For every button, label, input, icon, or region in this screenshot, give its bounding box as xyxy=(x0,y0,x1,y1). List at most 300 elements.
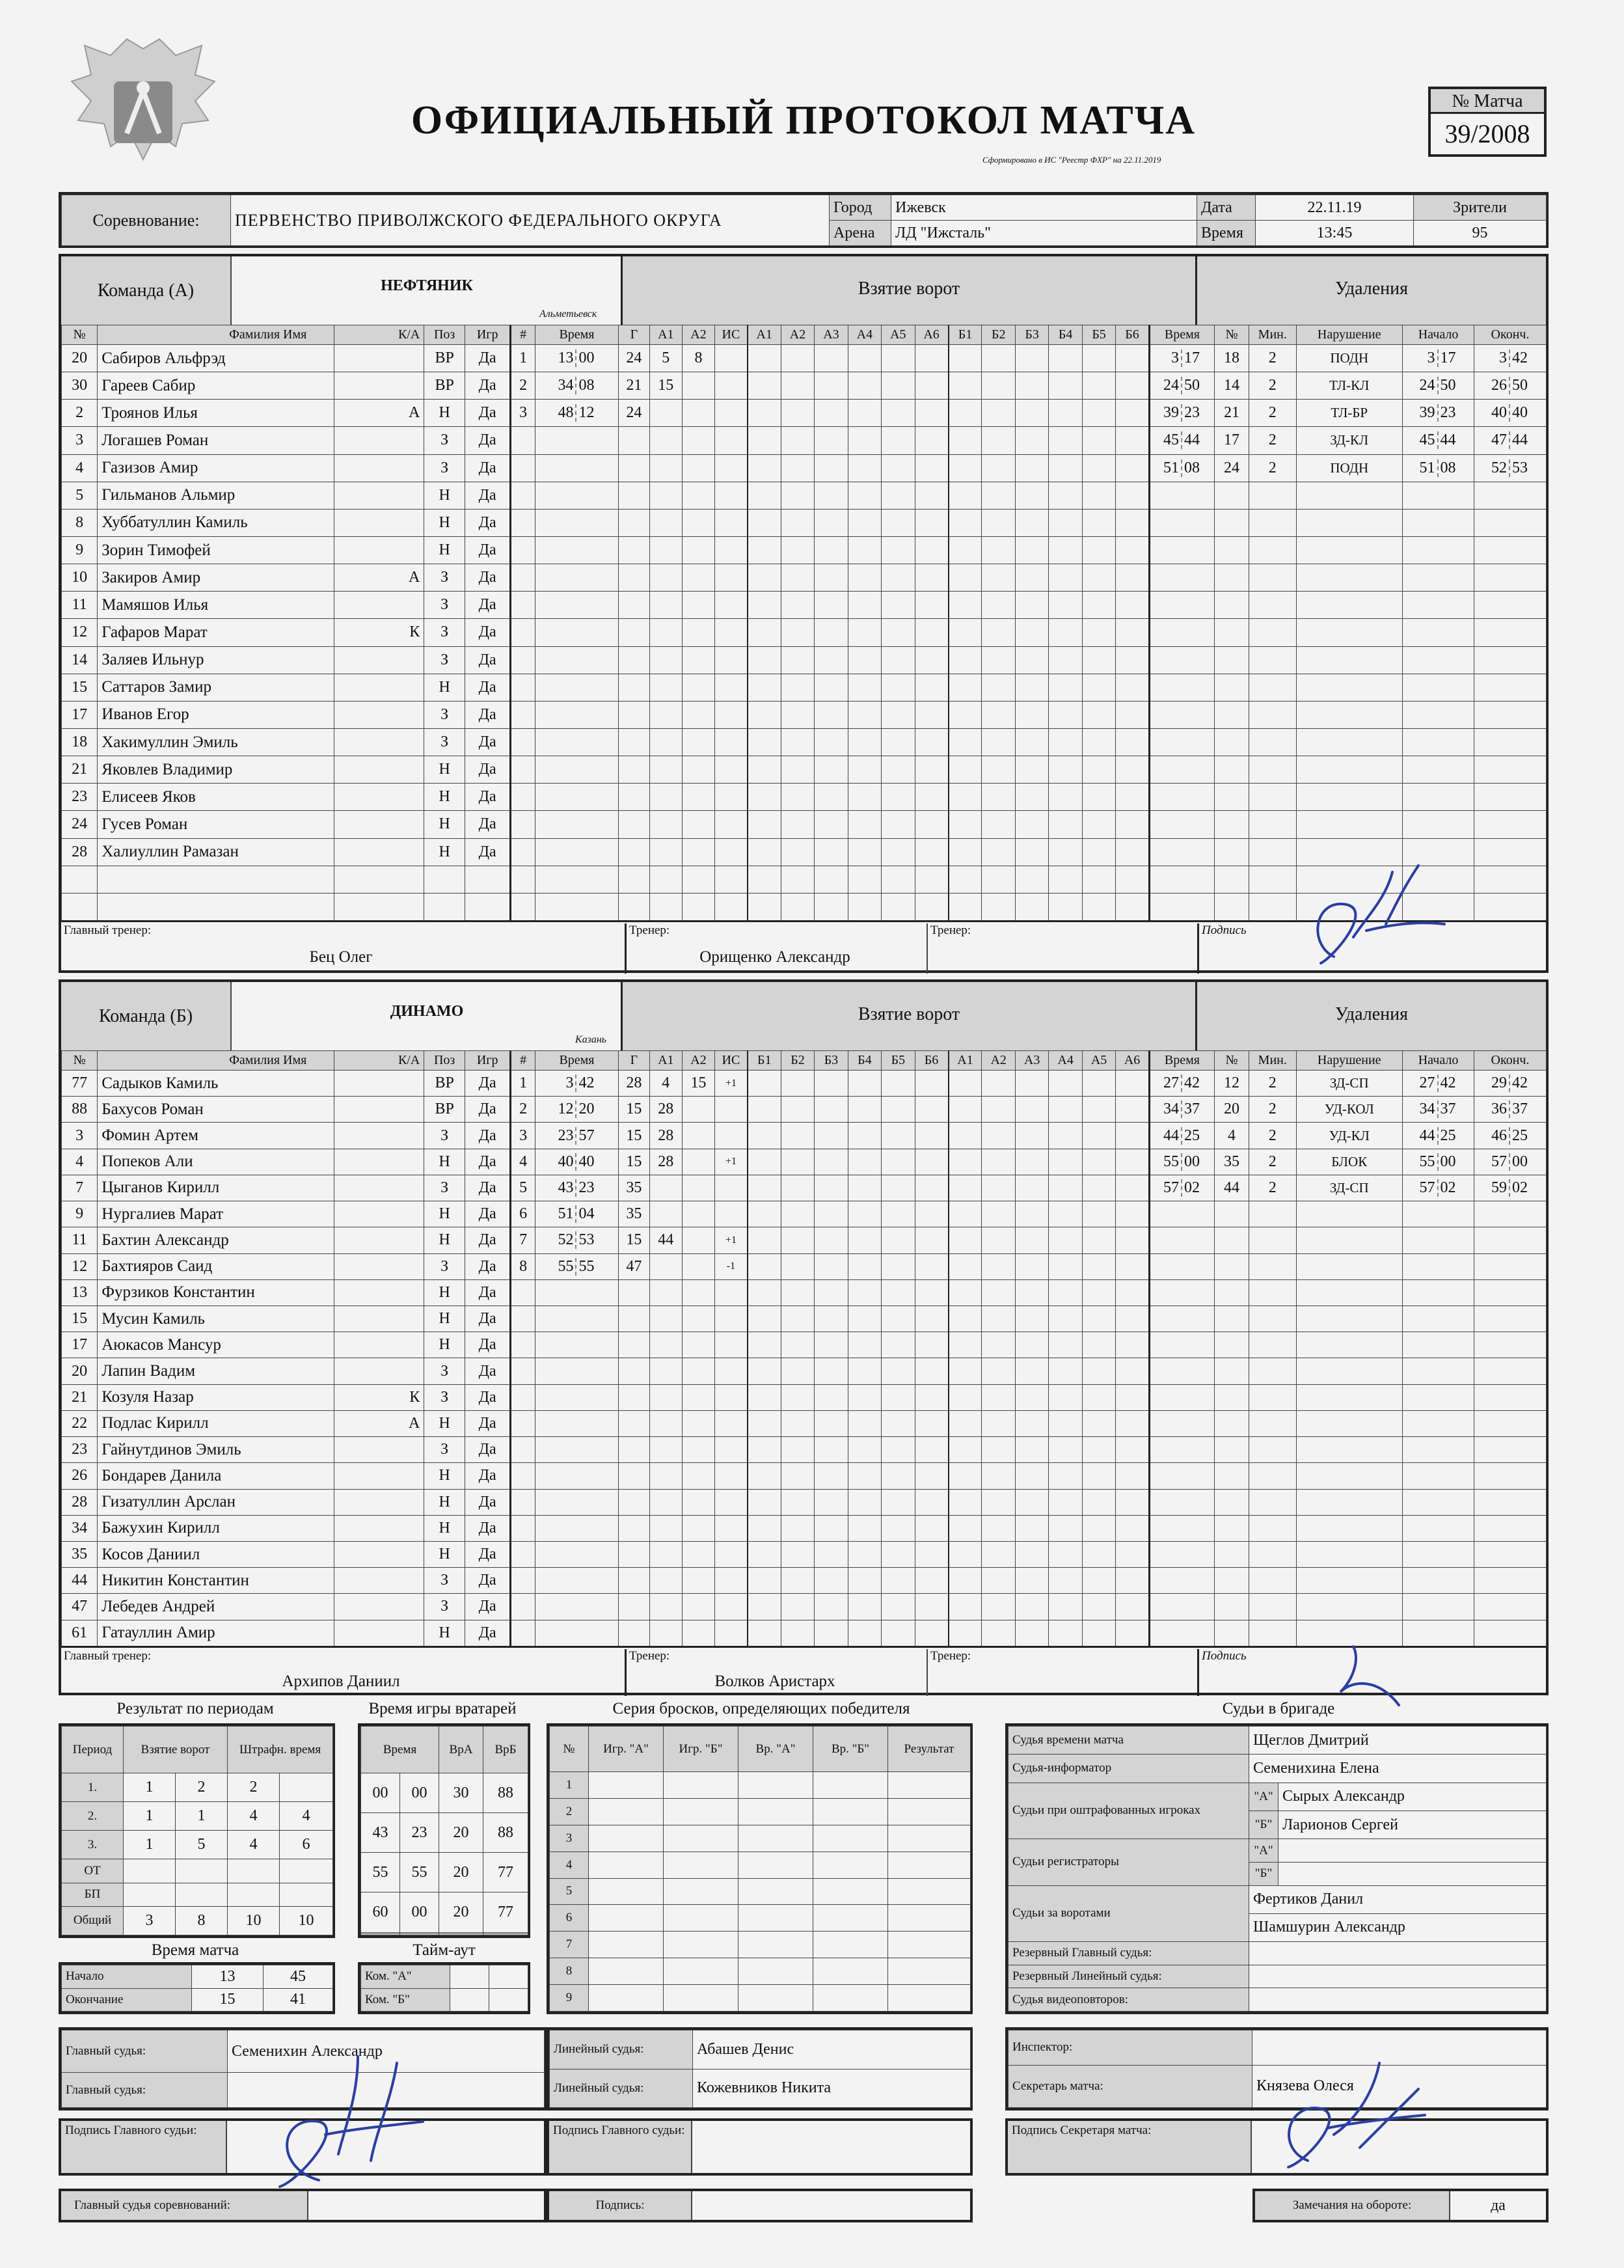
team-b-tables xyxy=(61,1050,1546,1646)
team_a-header-goal-scorer: Г xyxy=(619,325,650,345)
onice-cell xyxy=(815,1097,848,1123)
penalty-infraction xyxy=(1296,1541,1402,1567)
player-captain-mark xyxy=(334,674,424,701)
penalty-end-second: 00 xyxy=(1512,1153,1528,1170)
penalty-player: 12 xyxy=(1215,1071,1249,1097)
onice-cell xyxy=(982,1201,1015,1227)
player-played: Да xyxy=(465,1279,511,1305)
player-row xyxy=(62,564,1547,592)
shootout-row xyxy=(550,1878,971,1905)
penalty-infraction xyxy=(1296,646,1402,674)
shootout-cell xyxy=(813,1798,888,1825)
inspector-label: Инспектор: xyxy=(1008,2030,1252,2066)
goal-time xyxy=(535,1384,618,1410)
goal-number: 1 xyxy=(511,1071,535,1097)
onice-cell xyxy=(882,400,915,427)
goal-time xyxy=(535,1201,618,1227)
penalty-minutes: 2 xyxy=(1249,1097,1296,1123)
penalty-player: 20 xyxy=(1215,1097,1249,1123)
period-value: 8 xyxy=(176,1906,228,1935)
goal-scorer xyxy=(619,1305,650,1332)
goal-assist1 xyxy=(649,1332,682,1358)
team-a-coach1-label: Тренер: xyxy=(625,923,930,974)
onice-cell xyxy=(1049,536,1082,564)
penalty-player xyxy=(1215,1410,1249,1436)
goal-assist2 xyxy=(682,1410,714,1436)
secretary-name: Князева Олеся xyxy=(1252,2065,1547,2107)
penalty-time xyxy=(1149,1568,1214,1594)
onice-cell xyxy=(815,536,848,564)
player-name: Гильманов Альмир xyxy=(98,482,334,509)
onice-cell xyxy=(781,1071,814,1097)
penalty-end xyxy=(1474,1175,1546,1201)
onice-cell xyxy=(748,372,781,400)
penalty-player xyxy=(1215,482,1249,509)
onice-cell xyxy=(1116,454,1149,482)
onice-cell xyxy=(815,701,848,728)
goal-scorer xyxy=(619,728,650,756)
penalty-time xyxy=(1149,1332,1214,1358)
goal-time xyxy=(535,1149,618,1175)
period-value: 4 xyxy=(228,1802,280,1831)
goal-number xyxy=(511,701,535,728)
onice-cell xyxy=(848,646,881,674)
player-position: З xyxy=(424,592,465,619)
penalty-end xyxy=(1474,427,1546,454)
goal-situation xyxy=(715,1437,748,1463)
periods-header-pim: Штрафн. время xyxy=(228,1727,333,1773)
shootout-cell xyxy=(589,1772,664,1799)
player-name: Сабиров Альфрэд xyxy=(98,345,334,372)
onice-cell xyxy=(815,756,848,784)
goal-situation xyxy=(715,1332,748,1358)
penalty-time xyxy=(1149,1384,1214,1410)
goal-assist1 xyxy=(649,728,682,756)
onice-cell xyxy=(1082,1515,1115,1541)
player-name: Гареев Сабир xyxy=(98,372,334,400)
onice-cell xyxy=(882,564,915,592)
onice-cell xyxy=(1015,701,1048,728)
onice-cell xyxy=(781,701,814,728)
goal-situation: -1 xyxy=(715,1253,748,1279)
goalie-value: 20 xyxy=(439,1892,483,1932)
period-value xyxy=(124,1883,176,1906)
goal-assist2 xyxy=(682,1175,714,1201)
penalty-start xyxy=(1402,756,1474,784)
penalty-minutes xyxy=(1249,536,1296,564)
penalty-player xyxy=(1215,866,1249,893)
informer-label: Судья-информатор xyxy=(1008,1755,1249,1783)
onice-cell xyxy=(748,1097,781,1123)
onice-cell xyxy=(1049,1227,1082,1253)
period-value: 1 xyxy=(124,1831,176,1859)
onice-cell xyxy=(915,482,948,509)
penalty-start xyxy=(1402,1201,1474,1227)
goal-number xyxy=(511,619,535,646)
onice-cell xyxy=(1049,811,1082,838)
goal-situation xyxy=(715,893,748,920)
penalty-end xyxy=(1474,1149,1546,1175)
goal-time xyxy=(535,1568,618,1594)
onice-cell xyxy=(949,345,982,372)
shootout-cell xyxy=(888,1772,971,1799)
penalty-infraction xyxy=(1296,1515,1402,1541)
player-position: Н xyxy=(424,1463,465,1489)
player-position: Н xyxy=(424,1515,465,1541)
penalty-time xyxy=(1149,1149,1214,1175)
onice-cell xyxy=(949,1227,982,1253)
onice-cell xyxy=(982,1227,1015,1253)
period-value: 10 xyxy=(280,1906,333,1935)
player-row xyxy=(62,1384,1547,1410)
goal-scorer xyxy=(619,482,650,509)
penalty-start-second: 23 xyxy=(1440,404,1456,422)
onice-cell xyxy=(781,674,814,701)
onice-cell xyxy=(949,1149,982,1175)
onice-cell xyxy=(1116,646,1149,674)
onice-cell xyxy=(949,454,982,482)
team_b-header-onice-9: А3 xyxy=(1015,1051,1048,1071)
penalty-minutes: 2 xyxy=(1249,400,1296,427)
goal-scorer: 35 xyxy=(619,1175,650,1201)
player-number: 23 xyxy=(62,784,98,811)
penalty-start xyxy=(1402,400,1474,427)
onice-cell xyxy=(1116,1279,1149,1305)
goal-number xyxy=(511,454,535,482)
onice-cell xyxy=(815,1620,848,1646)
penalty-time xyxy=(1149,1515,1214,1541)
onice-cell xyxy=(748,674,781,701)
shootout-cell xyxy=(888,1958,971,1985)
goal-time xyxy=(535,1620,618,1646)
goal-second: 00 xyxy=(578,349,595,367)
player-number: 3 xyxy=(62,1123,98,1149)
penalty-end xyxy=(1474,1384,1546,1410)
shootout-cell xyxy=(738,1985,813,2012)
penalty-second: 17 xyxy=(1184,349,1200,367)
onice-cell xyxy=(781,619,814,646)
team_b-header-played: Игр xyxy=(465,1051,511,1071)
onice-cell xyxy=(982,728,1015,756)
goalie-value xyxy=(400,1933,439,1935)
registrar-b-tag: "Б" xyxy=(1249,1862,1279,1885)
shootout-row xyxy=(550,1932,971,1958)
penalty-end xyxy=(1474,509,1546,536)
goal-assist2 xyxy=(682,400,714,427)
penalty-second: 25 xyxy=(1184,1127,1200,1144)
penalty-player: 35 xyxy=(1215,1149,1249,1175)
player-played: Да xyxy=(465,1332,511,1358)
player-played: Да xyxy=(465,1253,511,1279)
goal-number xyxy=(511,893,535,920)
goal-assist2 xyxy=(682,427,714,454)
player-position: Н xyxy=(424,536,465,564)
penalty-end xyxy=(1474,756,1546,784)
onice-cell xyxy=(748,1175,781,1201)
penalty-minutes xyxy=(1249,838,1296,866)
team_b-header-pen-no: № xyxy=(1215,1051,1249,1071)
period-row xyxy=(62,1802,333,1831)
goal-assist1 xyxy=(649,509,682,536)
onice-cell xyxy=(1082,509,1115,536)
onice-cell xyxy=(1015,482,1048,509)
goal-minute: 34 xyxy=(537,377,577,394)
player-played: Да xyxy=(465,1201,511,1227)
player-number: 34 xyxy=(62,1515,98,1541)
onice-cell xyxy=(1082,1463,1115,1489)
penalty-end-minute: 57 xyxy=(1476,1153,1510,1171)
onice-cell xyxy=(882,619,915,646)
onice-cell xyxy=(982,893,1015,920)
penalty-player xyxy=(1215,1463,1249,1489)
onice-cell xyxy=(815,345,848,372)
goal-assist1 xyxy=(649,1305,682,1332)
penalty-player xyxy=(1215,1384,1249,1410)
goal-number xyxy=(511,838,535,866)
player-name: Садыков Камиль xyxy=(98,1071,334,1097)
onice-cell xyxy=(1082,1594,1115,1620)
player-name: Гайнутдинов Эмиль xyxy=(98,1437,334,1463)
player-captain-mark xyxy=(334,866,424,893)
period-row xyxy=(62,1773,333,1802)
onice-cell xyxy=(748,454,781,482)
player-played: Да xyxy=(465,345,511,372)
onice-cell xyxy=(1015,1253,1048,1279)
onice-cell xyxy=(815,728,848,756)
player-played: Да xyxy=(465,400,511,427)
penalty-end-minute: 36 xyxy=(1476,1100,1510,1118)
player-position: Н xyxy=(424,1541,465,1567)
competition-info xyxy=(59,192,1549,248)
penalty-end xyxy=(1474,1515,1546,1541)
penalty-start xyxy=(1402,1279,1474,1305)
player-row xyxy=(62,1149,1547,1175)
onice-cell xyxy=(815,1227,848,1253)
onice-cell xyxy=(949,838,982,866)
penalty-start xyxy=(1402,1175,1474,1201)
fhr-logo xyxy=(65,36,221,185)
secretary-signature xyxy=(1269,2050,1431,2180)
onice-cell xyxy=(915,1410,948,1436)
goal-time xyxy=(535,674,618,701)
goal-time xyxy=(535,1410,618,1436)
penalty-minutes xyxy=(1249,1358,1296,1384)
goal-time xyxy=(535,1489,618,1515)
player-captain-mark xyxy=(334,1279,424,1305)
penalty-infraction xyxy=(1296,619,1402,646)
penalty-infraction xyxy=(1296,1227,1402,1253)
penalty-end xyxy=(1474,646,1546,674)
timeout-table xyxy=(358,1962,530,2014)
goalie-value: 00 xyxy=(400,1773,439,1813)
penalty-infraction: ПОДН xyxy=(1296,345,1402,372)
onice-cell xyxy=(781,1515,814,1541)
onice-cell xyxy=(1116,1594,1149,1620)
penalty-minutes xyxy=(1249,1201,1296,1227)
player-row xyxy=(62,674,1547,701)
onice-cell xyxy=(748,838,781,866)
penalty-start-minute: 34 xyxy=(1404,1100,1439,1118)
onice-cell xyxy=(1015,400,1048,427)
period-label: 3. xyxy=(62,1831,124,1859)
onice-cell xyxy=(748,866,781,893)
onice-cell xyxy=(848,427,881,454)
onice-cell xyxy=(982,1594,1015,1620)
period-row xyxy=(62,1883,333,1906)
player-played: Да xyxy=(465,1384,511,1410)
goal-number xyxy=(511,509,535,536)
penalty-time xyxy=(1149,866,1214,893)
penalty-a-name: Сырых Александр xyxy=(1279,1783,1547,1810)
onice-cell xyxy=(1082,564,1115,592)
onice-cell xyxy=(815,1201,848,1227)
goal-assist2 xyxy=(682,838,714,866)
period-label: Общий xyxy=(62,1906,124,1935)
penalty-start xyxy=(1402,1489,1474,1515)
player-captain-mark xyxy=(334,1071,424,1097)
player-name: Бахтин Александр xyxy=(98,1227,334,1253)
onice-cell xyxy=(882,728,915,756)
onice-cell xyxy=(915,674,948,701)
shootout-cell xyxy=(589,1905,664,1932)
player-position xyxy=(424,893,465,920)
goal-assist2 xyxy=(682,536,714,564)
onice-cell xyxy=(781,427,814,454)
goal-scorer xyxy=(619,592,650,619)
player-number: 17 xyxy=(62,1332,98,1358)
shootout-cell xyxy=(664,1878,738,1905)
goal-situation xyxy=(715,1568,748,1594)
onice-cell xyxy=(982,345,1015,372)
player-name: Халиуллин Рамазан xyxy=(98,838,334,866)
penalty-start xyxy=(1402,509,1474,536)
penalty-box-label: Судьи при оштрафованных игроках xyxy=(1008,1783,1249,1839)
penalty-minute: 57 xyxy=(1152,1179,1182,1197)
period-value: 1 xyxy=(124,1773,176,1802)
onice-cell xyxy=(1015,1279,1048,1305)
player-row xyxy=(62,1410,1547,1436)
onice-cell xyxy=(848,536,881,564)
onice-cell xyxy=(848,728,881,756)
player-played: Да xyxy=(465,811,511,838)
onice-cell xyxy=(1049,1201,1082,1227)
penalty-time xyxy=(1149,674,1214,701)
penalty-start xyxy=(1402,1384,1474,1410)
player-row xyxy=(62,1097,1547,1123)
onice-cell xyxy=(1082,619,1115,646)
onice-cell xyxy=(915,564,948,592)
shootout-cell xyxy=(738,1798,813,1825)
goal-number: 3 xyxy=(511,400,535,427)
goal-second: 20 xyxy=(578,1100,595,1118)
goal-judge-2: Шамшурин Александр xyxy=(1249,1913,1547,1941)
penalty-infraction: УД-КОЛ xyxy=(1296,1097,1402,1123)
onice-cell xyxy=(748,1123,781,1149)
player-position: Н xyxy=(424,784,465,811)
onice-cell xyxy=(1116,1123,1149,1149)
goal-assist1 xyxy=(649,1358,682,1384)
goal-assist2 xyxy=(682,1358,714,1384)
linesman-1: Абашев Денис xyxy=(693,2030,971,2070)
goal-assist2 xyxy=(682,756,714,784)
shootout-number: 8 xyxy=(550,1958,589,1985)
goal-number: 6 xyxy=(511,1201,535,1227)
onice-cell xyxy=(915,619,948,646)
goal-assist1 xyxy=(649,1594,682,1620)
onice-cell xyxy=(1015,619,1048,646)
goalie-value: 60 xyxy=(361,1892,400,1932)
onice-cell xyxy=(848,838,881,866)
player-captain-mark xyxy=(334,1463,424,1489)
penalty-start xyxy=(1402,1437,1474,1463)
team-a-label: Команда (А) xyxy=(61,256,232,325)
onice-cell xyxy=(949,1175,982,1201)
onice-cell xyxy=(748,756,781,784)
onice-cell xyxy=(815,893,848,920)
goalie-value: 55 xyxy=(400,1853,439,1892)
player-name: Гусев Роман xyxy=(98,811,334,838)
penalty-infraction: ПОДН xyxy=(1296,454,1402,482)
goal-situation xyxy=(715,1541,748,1567)
onice-cell xyxy=(1082,1489,1115,1515)
onice-cell xyxy=(982,674,1015,701)
team-a-penalties-header: Удаления xyxy=(1197,256,1546,325)
match-start-hour: 13 xyxy=(192,1965,264,1989)
player-captain-mark xyxy=(334,1358,424,1384)
player-number: 8 xyxy=(62,509,98,536)
player-played: Да xyxy=(465,372,511,400)
onice-cell xyxy=(1116,1175,1149,1201)
player-captain-mark xyxy=(334,509,424,536)
goal-scorer xyxy=(619,1279,650,1305)
onice-cell xyxy=(781,509,814,536)
goal-number xyxy=(511,482,535,509)
penalty-minutes xyxy=(1249,592,1296,619)
player-number xyxy=(62,893,98,920)
onice-cell xyxy=(1116,1463,1149,1489)
penalty-infraction xyxy=(1296,536,1402,564)
player-number: 21 xyxy=(62,756,98,784)
goal-assist2 xyxy=(682,372,714,400)
goal-situation xyxy=(715,1175,748,1201)
penalty-end-minute: 3 xyxy=(1476,349,1510,367)
penalty-start xyxy=(1402,674,1474,701)
goal-number: 7 xyxy=(511,1227,535,1253)
player-captain-mark xyxy=(334,1620,424,1646)
onice-cell xyxy=(949,1489,982,1515)
penalty-minutes xyxy=(1249,1568,1296,1594)
player-row xyxy=(62,1620,1547,1646)
onice-cell xyxy=(1015,427,1048,454)
penalty-end xyxy=(1474,1097,1546,1123)
team_b-header-no: № xyxy=(62,1051,98,1071)
onice-cell xyxy=(848,1568,881,1594)
goal-number: 2 xyxy=(511,1097,535,1123)
goalie-value: 88 xyxy=(483,1773,528,1813)
player-name: Газизов Амир xyxy=(98,454,334,482)
shootout-number: 3 xyxy=(550,1825,589,1851)
team_b-header-onice-5: Б5 xyxy=(882,1051,915,1071)
team-a-goals-header: Взятие ворот xyxy=(621,256,1197,325)
goal-judge-1: Фертиков Данил xyxy=(1249,1885,1547,1913)
shootout-cell xyxy=(813,1878,888,1905)
penalty-player: 24 xyxy=(1215,454,1249,482)
onice-cell xyxy=(848,345,881,372)
onice-cell xyxy=(915,1463,948,1489)
shootout-cell xyxy=(888,1851,971,1878)
penalty-end xyxy=(1474,372,1546,400)
penalty-infraction xyxy=(1296,784,1402,811)
